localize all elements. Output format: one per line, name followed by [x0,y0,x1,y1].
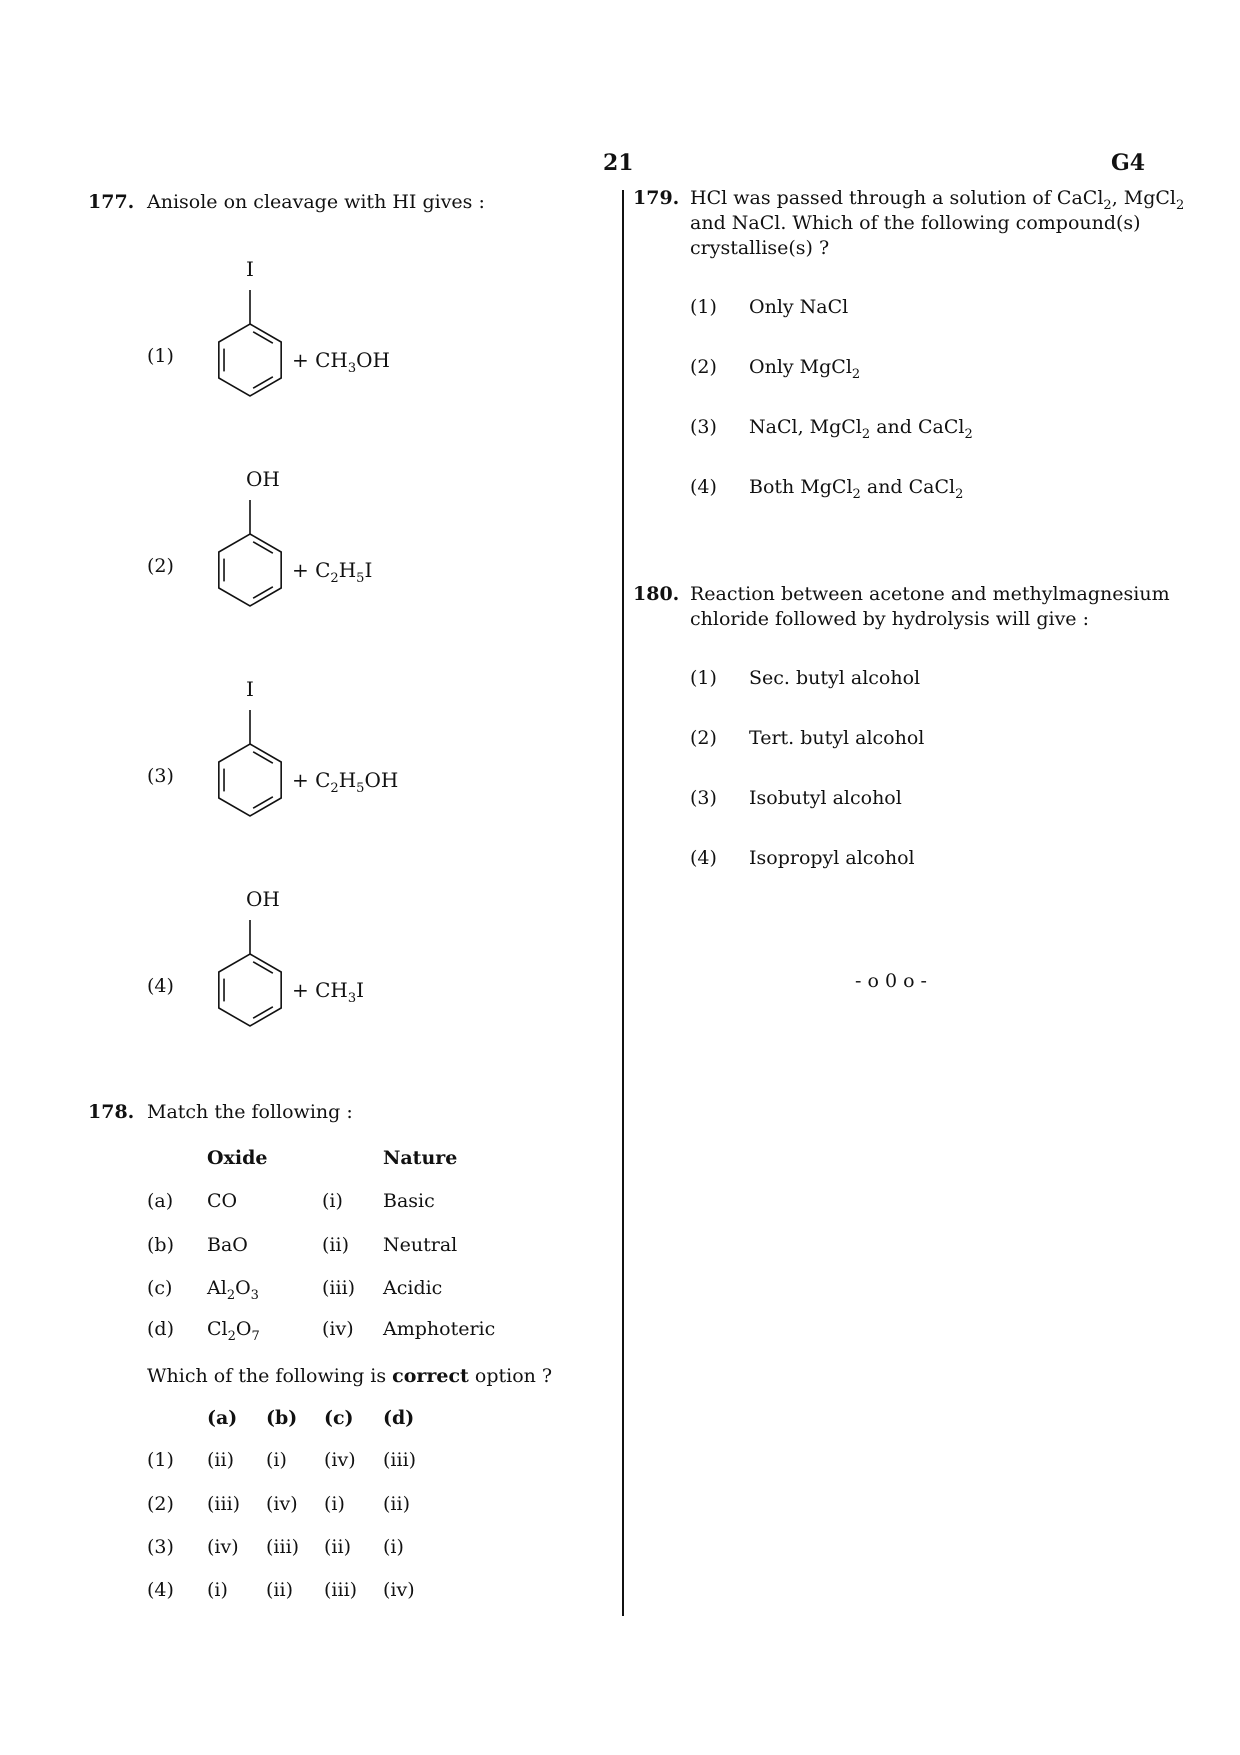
oxide-formula [207,1277,259,1303]
product-formula [292,348,390,376]
answer-column-header: (c) [324,1407,354,1429]
answer-cell: (ii) [324,1536,351,1558]
question-180-line-1: Reaction between acetone and methylmagnesium [690,583,1170,605]
oxide-formula [207,1318,260,1344]
row-letter: (a) [147,1190,174,1212]
oxide-nature: Basic [383,1190,435,1212]
question-178-number: 178. [88,1101,135,1123]
oxide-part: CO [207,1190,238,1212]
end-of-paper-mark: - o 0 o - [855,970,927,992]
row-letter: (b) [147,1234,174,1256]
option-subscript: 2 [852,487,861,502]
option-label: (1) [690,667,717,689]
option-part: NaCl, MgCl [749,416,862,438]
option-text: Tert. butyl alcohol [749,727,925,749]
option-label: (1) [690,296,717,318]
formula-subscript: 2 [330,781,339,796]
formula-part: OH [364,768,399,792]
answer-column-header: (d) [383,1407,415,1429]
oxide-nature: Neutral [383,1234,458,1256]
option-text [749,416,973,442]
answer-cell: (iii) [266,1536,300,1558]
formula-part: H [338,558,357,582]
row-letter: (d) [147,1318,174,1340]
benzene-ring-structure [210,490,300,624]
formula-part: + C [292,558,331,582]
answer-cell: (i) [324,1493,345,1515]
formula-subscript: 3 [347,361,357,376]
column-header-nature: Nature [383,1147,458,1169]
answer-cell: (iv) [207,1536,239,1558]
oxide-subscript: 2 [227,1329,236,1344]
oxide-nature: Acidic [383,1277,443,1299]
oxide-formula [207,1190,237,1212]
question-178-text: Match the following : [147,1101,353,1123]
option-part: Both MgCl [749,476,853,498]
answer-cell: (iv) [324,1449,356,1471]
substituent-label: I [246,257,254,281]
oxide-subscript: 3 [250,1288,259,1303]
answer-cell: (ii) [383,1493,410,1515]
oxide-nature: Amphoteric [383,1318,496,1340]
answer-cell: (i) [266,1449,287,1471]
line-text: HCl was passed through a solution of CaCl [690,187,1104,209]
formula-subscript: 2 [330,571,339,586]
option-label: (1) [147,345,174,367]
oxide-part: O [235,1318,252,1340]
subscript: 2 [1103,198,1112,213]
question-177-number: 177. [88,191,135,213]
question-179-line-3: crystallise(s) ? [690,237,830,259]
answer-cell: (iii) [324,1579,358,1601]
substituent-label: OH [246,467,280,491]
answer-cell: (iii) [383,1449,417,1471]
row-roman: (iv) [322,1318,354,1340]
benzene-ring-structure [210,910,300,1044]
option-label: (3) [147,765,174,787]
formula-part: OH [356,348,390,372]
benzene-ring-structure [210,280,300,414]
answer-cell: (iv) [383,1579,415,1601]
answer-option-label: (1) [147,1449,174,1471]
substituent-label: I [246,677,254,701]
formula-part: + CH [292,978,348,1002]
oxide-subscript: 7 [251,1329,260,1344]
row-roman: (ii) [322,1234,349,1256]
answer-cell: (ii) [207,1449,234,1471]
page-number: 21 [603,150,634,176]
prompt-text: Which of the following is [147,1365,393,1387]
formula-subscript: 5 [356,781,365,796]
option-label: (4) [690,476,717,498]
question-179-line-1 [690,186,1184,211]
product-formula [292,558,373,586]
option-part: and CaCl [860,476,956,498]
option-part: Only MgCl [749,356,852,378]
formula-part: + C [292,768,331,792]
option-label: (3) [690,787,717,809]
benzene-ring-structure [210,700,300,834]
oxide-part: Cl [207,1318,228,1340]
formula-subscript: 3 [347,991,357,1006]
option-subscript: 2 [955,487,964,502]
option-text [749,356,861,382]
option-label: (4) [147,975,174,997]
column-divider [622,190,624,1616]
answer-column-header: (a) [207,1407,238,1429]
row-roman: (iii) [322,1277,356,1299]
oxide-formula [207,1234,248,1256]
prompt-end: option ? [468,1365,553,1387]
option-text [749,296,848,318]
option-subscript: 2 [851,367,861,382]
formula-part: + CH [292,348,348,372]
option-part: Only NaCl [749,296,849,318]
formula-part: I [356,978,365,1002]
prompt-emphasis: correct [392,1365,469,1387]
option-subscript: 2 [861,427,871,442]
answer-option-label: (3) [147,1536,174,1558]
question-180-number: 180. [633,583,680,605]
product-formula [292,768,399,796]
answer-option-label: (4) [147,1579,174,1601]
question-178-prompt [147,1364,552,1389]
oxide-part: O [235,1277,251,1299]
answer-cell: (iv) [266,1493,298,1515]
oxide-part: BaO [207,1234,248,1256]
answer-column-header: (b) [266,1407,298,1429]
formula-subscript: 5 [356,571,365,586]
question-179-number: 179. [633,187,680,209]
answer-cell: (i) [207,1579,228,1601]
substituent-label: OH [246,887,280,911]
option-text: Sec. butyl alcohol [749,667,921,689]
answer-cell: (iii) [207,1493,241,1515]
option-label: (2) [147,555,174,577]
line-text: , MgCl [1111,187,1176,209]
option-text: Isobutyl alcohol [749,787,902,809]
question-177-text: Anisole on cleavage with HI gives : [147,191,485,213]
product-formula [292,978,365,1006]
question-180-line-2: chloride followed by hydrolysis will give : [690,608,1089,630]
option-label: (4) [690,847,717,869]
row-roman: (i) [322,1190,343,1212]
row-letter: (c) [147,1277,173,1299]
option-subscript: 2 [964,427,973,442]
answer-cell: (i) [383,1536,404,1558]
answer-option-label: (2) [147,1493,174,1515]
booklet-code: G4 [1111,150,1146,176]
answer-cell: (ii) [266,1579,293,1601]
column-header-oxide: Oxide [207,1147,268,1169]
option-label: (3) [690,416,717,438]
oxide-part: Al [207,1277,227,1299]
option-text: Isopropyl alcohol [749,847,915,869]
option-label: (2) [690,727,717,749]
option-label: (2) [690,356,717,378]
question-179-line-2: and NaCl. Which of the following compound(s) [690,212,1141,234]
subscript: 2 [1176,198,1185,213]
formula-part: H [338,768,357,792]
option-part: and CaCl [870,416,965,438]
formula-part: I [364,558,373,582]
option-text [749,476,964,502]
oxide-subscript: 2 [226,1288,236,1303]
